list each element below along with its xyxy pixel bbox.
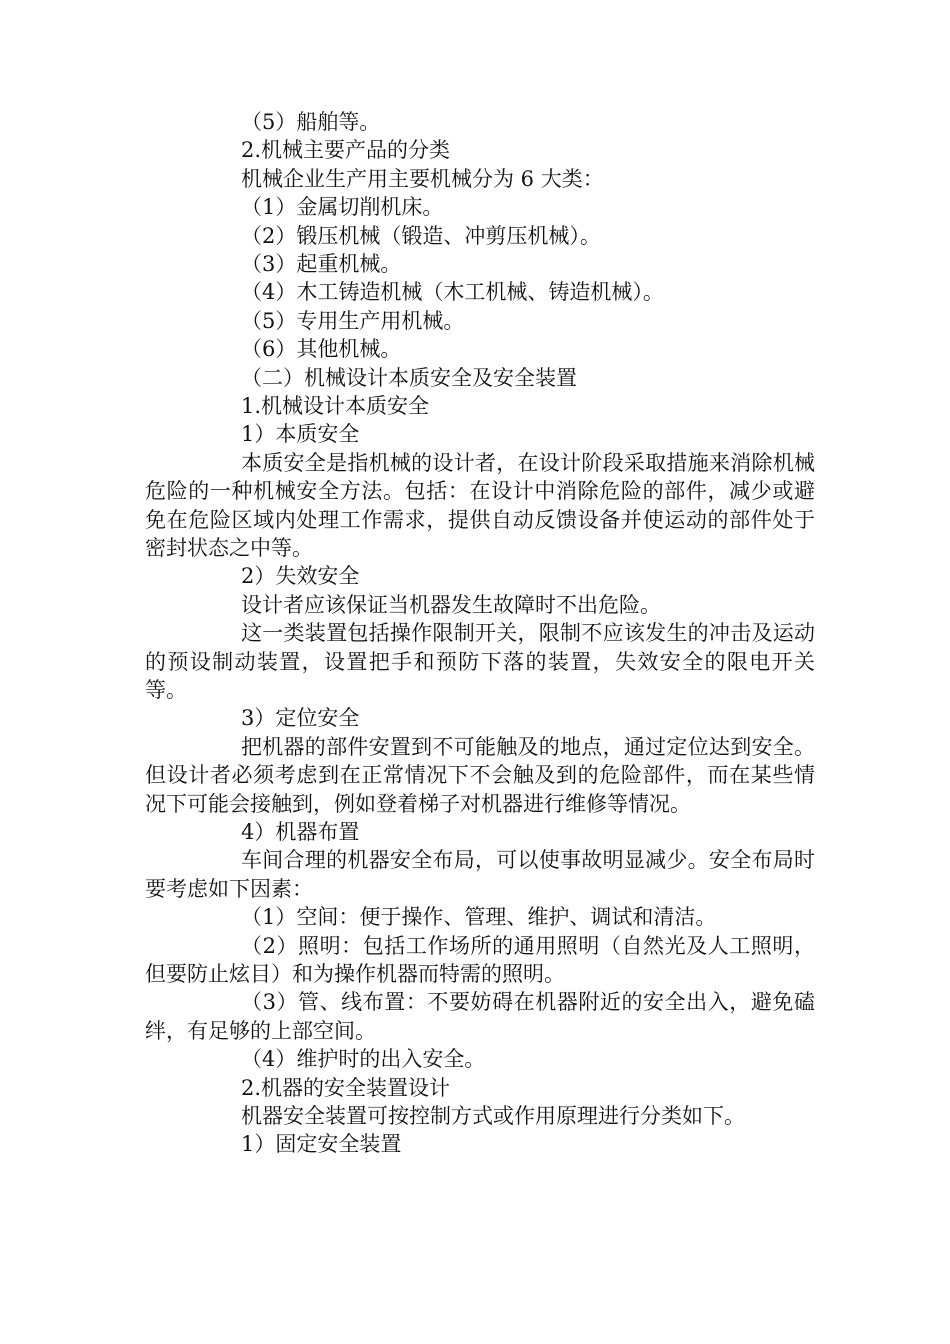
document-page xyxy=(145,108,815,1159)
list-item: （5）专用生产用机械。 xyxy=(241,308,465,333)
paragraph-intrinsic-safety: 本质安全是指机械的设计者，在设计阶段采取措施来消除机械危险的一种机械安全方法。包括：在设计中消除危险的部件，减少或避免在危险区域内处理工作需求，提供自动反馈设备并使运动的部件处于密封状态之中等。 xyxy=(145,450,815,560)
subsection-heading: 2）失效安全 xyxy=(241,564,360,589)
list-item: （1）空间：便于操作、管理、维护、调试和清洁。 xyxy=(241,905,717,930)
list-item: （1）金属切削机床。 xyxy=(241,195,444,220)
list-item: （5）船舶等。 xyxy=(241,110,381,134)
subsection-heading: 1）固定安全装置 xyxy=(241,1132,402,1157)
list-item: （2）锻压机械（锻造、冲剪压机械）。 xyxy=(241,223,601,248)
section-heading: 2.机器的安全装置设计 xyxy=(241,1075,451,1100)
list-item: （3）起重机械。 xyxy=(241,251,402,276)
paragraph: 设计者应该保证当机器发生故障时不出危险。 xyxy=(241,592,661,617)
subsection-heading: 3）定位安全 xyxy=(241,706,360,731)
list-item: （2）照明：包括工作场所的通用照明（自然光及人工照明，但要防止炫目）和为操作机器而特需的照明。 xyxy=(145,933,815,986)
list-item: （6）其他机械。 xyxy=(241,337,402,362)
paragraph: 机械企业生产用主要机械分为 6 大类： xyxy=(241,166,604,191)
subsection-heading: 1）本质安全 xyxy=(241,422,360,447)
list-item: （4）维护时的出入安全。 xyxy=(241,1047,486,1072)
list-item: （4）木工铸造机械（木工机械、铸造机械）。 xyxy=(241,280,664,305)
paragraph: 这一类装置包括操作限制开关，限制不应该发生的冲击及运动的预设制动装置，设置把手和预防下落的装置，失效安全的限电开关等。 xyxy=(145,621,815,702)
section-heading: 1.机械设计本质安全 xyxy=(241,393,430,418)
section-heading: 2.机械主要产品的分类 xyxy=(241,138,451,163)
section-heading: （二）机械设计本质安全及安全装置 xyxy=(241,365,577,390)
list-item: （3）管、线布置：不要妨碍在机器附近的安全出入，避免磕绊，有足够的上部空间。 xyxy=(145,990,815,1043)
paragraph: 车间合理的机器安全布局，可以使事故明显减少。安全布局时要考虑如下因素： xyxy=(145,848,815,901)
subsection-heading: 4）机器布置 xyxy=(241,819,360,844)
paragraph: 把机器的部件安置到不可能触及的地点，通过定位达到安全。但设计者必须考虑到在正常情况下不会触及到的危险部件，而在某些情况下可能会接触到，例如登着梯子对机器进行维修等情况。 xyxy=(145,734,815,816)
paragraph: 机器安全装置可按控制方式或作用原理进行分类如下。 xyxy=(241,1103,745,1128)
